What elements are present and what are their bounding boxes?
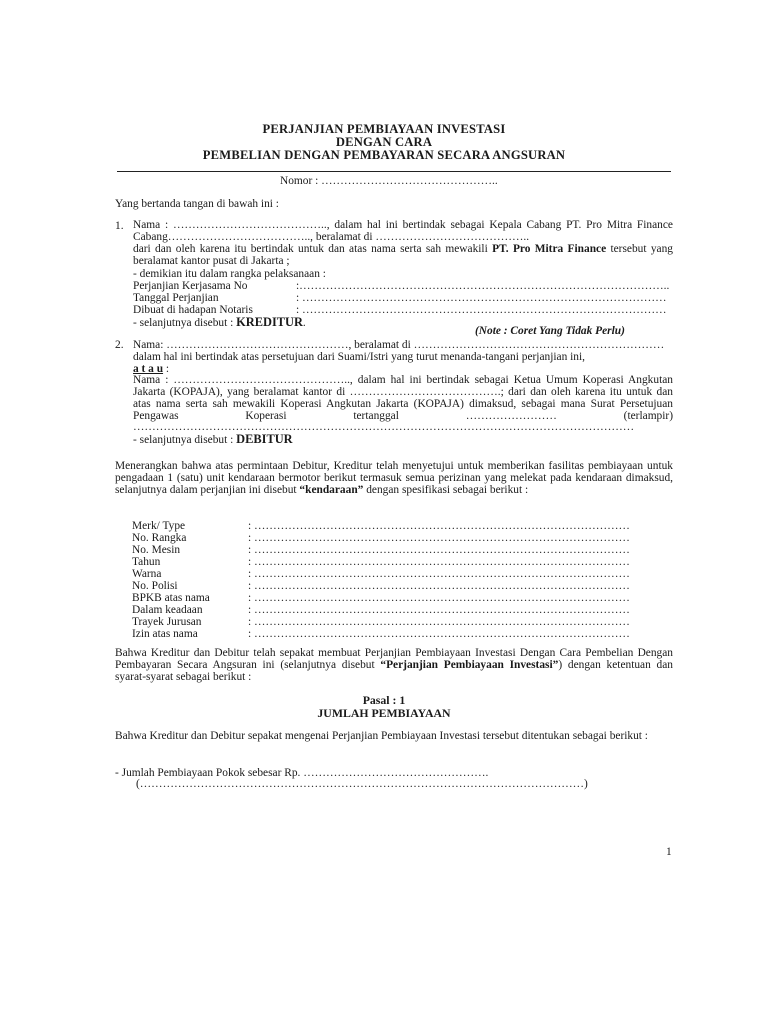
spec-izin-value: : ……………………………………………………………………………………… [248,628,630,640]
atau-colon: : [163,363,170,375]
agreement-paragraph [115,648,673,684]
party1-representation-text: dari dan oleh karena itu bertindak untuk dan atas nama serta sah mewakili [133,243,493,255]
spec-merk-label: Merk/ Type [132,520,186,532]
spec-trayek-label: Trayek Jurusan [132,616,202,628]
document-title-line-3: PEMBELIAN DENGAN PEMBAYARAN SECARA ANGSURAN [202,148,566,162]
spec-mesin-label: No. Mesin [132,544,181,556]
spec-keadaan-value: : ……………………………………………………………………………………… [248,604,630,616]
agreement-tail: ) dengan ketentuan dan syarat-syarat sebagai berikut : [115,658,674,683]
party2-cooperative-paragraph: Nama : ……………………………………….., dalam hal ini bertindak sebagai Ketua Umum Koperasi Angkutan Jakarta (KOPAJA), yang beralamat kantor di ………………………………….; dari dan oleh karena itu untuk dan atas nama serta sah mewakili Koperasi Angkutan Jakarta (KOPAJA) dimaksud, sebagai mana Surat Persetujuan Pengawas Koperasi tertanggal …………………… (terlampir) [133,374,673,422]
spec-tahun-label: Tahun [132,556,161,568]
party2-number: 2. [115,339,124,351]
spec-warna-label: Warna [132,568,162,580]
party1-name-paragraph: Nama : ………………………………….., dalam hal ini bertindak sebagai Kepala Cabang PT. Pro Mitra Finance Cabang……………………………….., beralamat di ………………………………….. [133,219,673,243]
party2-designation [133,433,293,446]
spec-rangka-value: : ……………………………………………………………………………………… [248,532,630,544]
spec-polisi-value: : ……………………………………………………………………………………… [248,580,630,592]
intro-text: Yang bertanda tangan di bawah ini : [115,198,279,210]
financing-statement-tail: dengan spesifikasi sebagai berikut : [363,483,529,496]
kreditur-label: KREDITUR [236,315,303,329]
strike-note: (Note : Coret Yang Tidak Perlu) [475,325,625,337]
party2-designation-text: - selanjutnya disebut : [133,434,237,446]
document-title-line-2: DENGAN CARA [335,135,433,149]
agreement-number-value: :…………………………………………………………………………………….. [296,280,670,292]
atau-text: a t a u [133,363,164,375]
article-heading: Pasal : 1 [362,693,406,707]
party1-designation-text: - selanjutnya disebut : [133,317,237,329]
spec-bpkb-value: : ……………………………………………………………………………………… [248,592,630,604]
party1-representation-paragraph [133,244,673,268]
spec-izin-label: Izin atas nama [132,628,198,640]
article-subheading: JUMLAH PEMBIAYAAN [317,706,451,720]
principal-amount-line: - Jumlah Pembiayaan Pokok sebesar Rp. …………………………………………. [115,767,489,779]
spec-rangka-label: No. Rangka [132,532,187,544]
notary-label: Dibuat di hadapan Notaris [133,304,253,316]
agreement-date-label: Tanggal Perjanjian [133,292,219,304]
party1-representation-tail: tersebut yang beralamat kantor pusat di Jakarta ; [133,243,673,267]
page-number: 1 [666,846,672,858]
party1-framework-text: - demikian itu dalam rangka pelaksanaan : [133,268,326,280]
party1-number: 1. [115,220,124,232]
party2-spouse-consent: dalam hal ini bertindak atas persetujuan dari Suami/Istri yang turut menanda-tangani perjanjian ini, [133,351,586,363]
agreement-text: Bahwa Kreditur dan Debitur telah sepakat membuat Perjanjian Pembiayaan Investasi Dengan Cara Pembelian Dengan Pembayaran Secara Angsuran ini (selanjutnya disebut [115,647,673,671]
spec-mesin-value: : ……………………………………………………………………………………… [248,544,630,556]
party2-blank-line: …………………………………………………………………………………………………………………… [133,421,635,433]
financing-statement-paragraph [115,461,673,497]
spec-trayek-value: : ……………………………………………………………………………………… [248,616,630,628]
spec-bpkb-label: BPKB atas nama [132,592,210,604]
debitur-label: DEBITUR [236,432,293,446]
header-divider [117,171,671,172]
party2-name-line: Nama: …………………………………………, beralamat di ………………………………………………………… [133,339,665,351]
document-number: Nomor : ……………………………………….. [280,175,498,187]
spec-keadaan-label: Dalam keadaan [132,604,203,616]
article-paragraph: Bahwa Kreditur dan Debitur sepakat mengenai Perjanjian Pembiayaan Investasi tersebut ditentukan sebagai berikut : [115,730,648,742]
spec-polisi-label: No. Polisi [132,580,178,592]
financing-statement-text: Menerangkan bahwa atas permintaan Debitur, Kreditur telah menyetujui untuk memberikan fasilitas pembiayaan untuk pengadaan 1 (satu) unit kendaraan bermotor berikut termasuk semua perizinan yang melekat pada kendaraan dimaksud, selanjutnya dalam perjanjian ini disebut [115,460,673,496]
spec-merk-value: : ……………………………………………………………………………………… [248,520,630,532]
kendaraan-term: “kendaraan” [299,483,364,496]
agreement-term: “Perjanjian Pembiayaan Investasi” [380,658,559,671]
spec-tahun-value: : ……………………………………………………………………………………… [248,556,630,568]
agreement-number-label: Perjanjian Kerjasama No [133,280,248,292]
party1-company-name: PT. Pro Mitra Finance [492,243,607,255]
notary-value: : …………………………………………………………………………………… [296,304,667,316]
spec-warna-value: : ……………………………………………………………………………………… [248,568,630,580]
party1-designation-period: . [302,317,306,329]
amount-in-words-line: (………………………………………………………………………………………………………) [136,778,588,790]
party1-designation [133,316,306,329]
agreement-date-value: : …………………………………………………………………………………… [296,292,667,304]
document-title-line-1: PERJANJIAN PEMBIAYAAN INVESTASI [262,122,506,136]
